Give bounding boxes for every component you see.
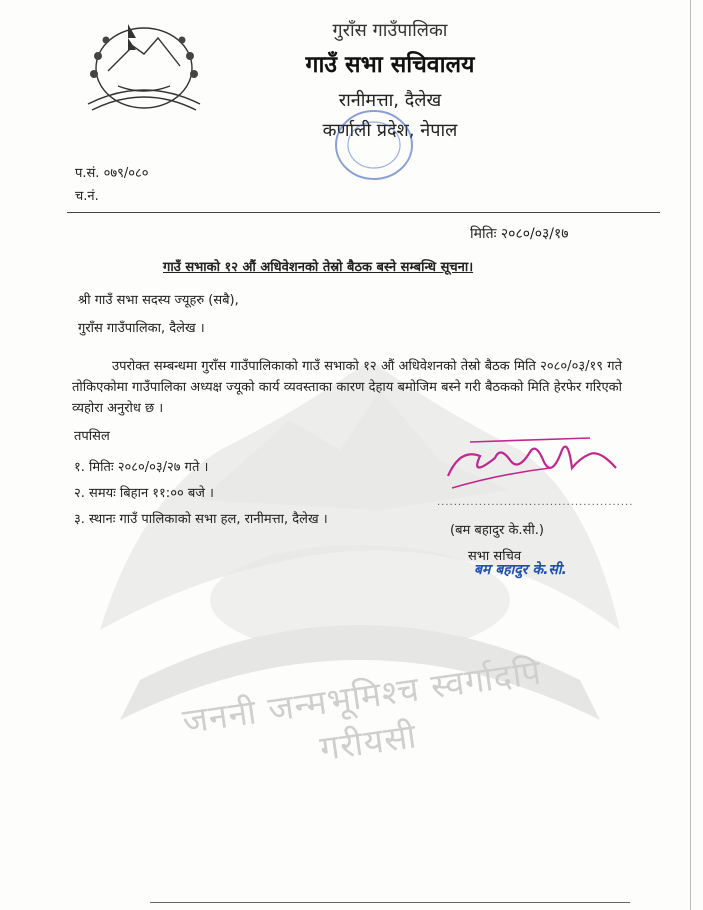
office-round-stamp <box>330 105 418 185</box>
address-line-2: कर्णाली प्रदेश, नेपाल <box>322 120 458 141</box>
assembly-title: गाउँ सभा सचिवालय <box>305 52 475 78</box>
signature-line: ............................................... <box>437 497 634 508</box>
detail-item-date: १. मितिः २०८०/०३/२७ गते । <box>74 460 209 475</box>
detail-item-time: २. समयः बिहान ११:०० बजे । <box>74 486 214 501</box>
nepal-emblem <box>78 16 210 118</box>
header-divider <box>67 212 660 213</box>
details-heading: तपसिल <box>74 429 110 444</box>
watermark-motto: जननी जन्मभूमिश्च स्वर्गादपि गरीयसी <box>180 652 545 770</box>
footer-divider <box>150 902 630 903</box>
dispatch-number: च.नं. <box>75 189 99 204</box>
handwritten-signature <box>440 428 620 498</box>
detail-item-venue: ३. स्थानः गाउँ पालिकाको सभा हल, रानीमत्ता, दैलेख । <box>74 512 328 527</box>
signatory-name: (बम बहादुर के.सी.) <box>450 523 544 538</box>
addressee-line-2: गुराँस गाउँपालिका, दैलेख । <box>78 321 205 336</box>
address-line-1: रानीमत्ता, दैलेख <box>338 90 442 111</box>
office-name: गुराँस गाउँपालिका <box>332 20 448 41</box>
page-edge <box>690 0 691 910</box>
addressee-line-1: श्री गाउँ सभा सदस्य ज्यूहरु (सबै), <box>78 293 239 308</box>
letter-subject: गाउँ सभाको १२ औं अधिवेशनको तेस्रो बैठक बस्ने सम्बन्धि सूचना। <box>163 260 474 275</box>
signatory-name-stamp: बम बहादुर के.सी. <box>474 562 567 578</box>
signatory-title: सभा सचिव <box>468 549 522 564</box>
letter-body: उपरोक्त सम्बन्धमा गुराँस गाउँपालिकाको गाउँ सभाको १२ औं अधिवेशनको तेस्रो बैठक मिति २०८०/०३/१९ गते तोकिएकोमा गाउँपालिका अध्यक्ष ज्यूको कार्य व्यवस्ताका कारण देहाय बमोजिम बस्ने गरी बैठकको मिति हेरफेर गरिएको व्यहोरा अनुरोध छ । <box>72 359 622 416</box>
letter-date: मितिः २०८०/०३/१७ <box>470 226 569 242</box>
reference-number: प.सं. ०७९/०८० <box>75 166 149 181</box>
